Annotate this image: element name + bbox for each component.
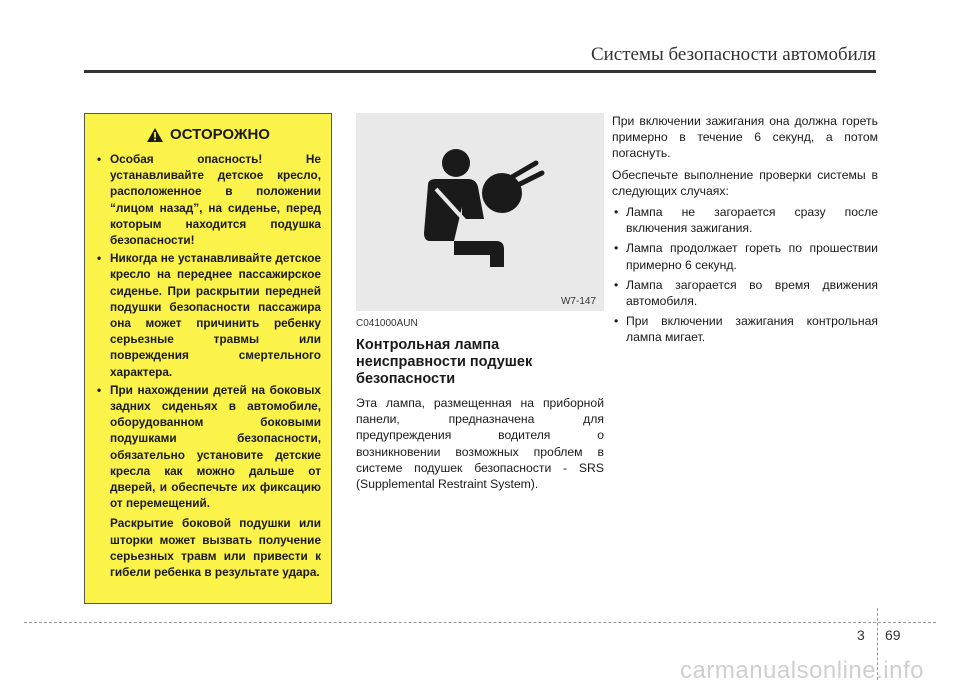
right-paragraph-1: При включении зажигания она должна гореть примерно в течение 6 секунд, а потом погаснуть. xyxy=(612,114,878,161)
watermark: carmanualsonline.info xyxy=(680,657,924,684)
footer-dashed-line xyxy=(24,622,936,623)
list-item: • Лампа не загорается сразу после включения зажигания. xyxy=(612,204,878,236)
list-item: • Лампа загорается во время движения автомобиля. xyxy=(612,277,878,309)
chapter-number: 3 xyxy=(857,627,865,643)
page-number: 69 xyxy=(885,627,901,643)
warning-item: • При нахождении детей на боковых задних сиденьях в автомобиле, оборудованном боковыми подушками безопасности, обязательно установите детские кресла как можно дальше от дверей, и обеспечьте их фиксацию от перемещений. xyxy=(95,382,321,512)
page-header-title: Системы безопасности автомобиля xyxy=(590,44,876,65)
section-title: Контрольная лампа неисправности подушек безопасности xyxy=(356,337,533,387)
warning-heading xyxy=(95,126,321,143)
list-item: • Лампа продолжает гореть по прошествии примерно 6 секунд. xyxy=(612,240,878,272)
section-code: C041000AUN xyxy=(356,318,418,329)
airbag-figure xyxy=(356,113,604,311)
section-column xyxy=(356,318,604,497)
warning-sub-paragraph: Раскрытие боковой подушки или шторки может вызвать получение серьезных травм или привести к гибели ребенка в результате удара. xyxy=(110,516,321,580)
warning-list xyxy=(95,151,321,511)
warning-heading-text: ОСТОРОЖНО xyxy=(170,126,270,143)
warning-triangle-icon xyxy=(146,127,164,143)
warning-box xyxy=(84,113,332,604)
figure-code: W7-147 xyxy=(560,296,596,307)
check-conditions-list xyxy=(612,204,878,346)
header-rule xyxy=(84,70,876,73)
list-item: • При включении зажигания контрольная лампа мигает. xyxy=(612,313,878,345)
section-paragraph: Эта лампа, размещенная на приборной панели, предназначена для предупреждения водителя о возникновении возможных проблем в системе подушек безопасности - SRS (Supplemental Restraint System). xyxy=(356,396,604,492)
airbag-warning-icon xyxy=(414,141,546,271)
warning-item: • Особая опасность! Не устанавливайте детское кресло, расположенное в положении “лицом назад”, на сиденье, перед которым находится подушка безопасности! xyxy=(95,151,321,248)
right-column xyxy=(612,113,878,350)
warning-item: • Никогда не устанавливайте детское кресло на переднее пассажирское сиденье. При раскрытии передней подушки безопасности пассажира она может причинить ребенку серьезные травмы или повреждения смертельного характера. xyxy=(95,250,321,380)
right-paragraph-2: Обеспечьте выполнение проверки системы в следующих случаях: xyxy=(612,167,878,198)
